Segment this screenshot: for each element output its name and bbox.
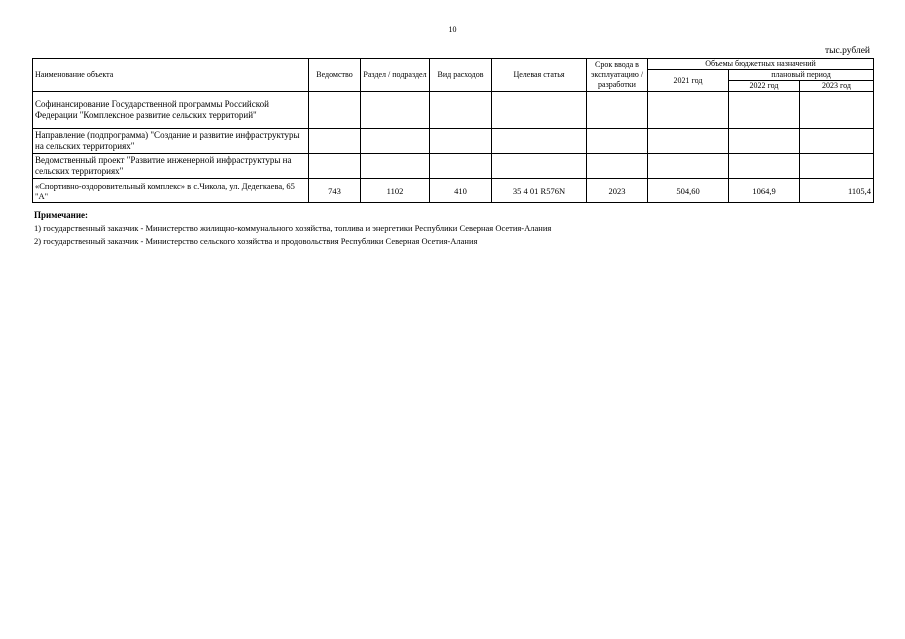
table-row-section <box>33 154 874 179</box>
header-target-article: Целевая статья <box>492 59 587 92</box>
section-title: Софинансирование Государственной программы Российской Федерации "Комплексное развитие сельских территорий" <box>33 92 309 129</box>
notes-title: Примечание: <box>34 210 89 220</box>
header-planned-period: плановый период <box>729 70 874 81</box>
year-2022-cell: 1064,9 <box>729 179 800 203</box>
note-item: 2) государственный заказчик - Министерство сельского хозяйства и продовольствия Республики Северная Осетия-Алания <box>34 236 478 246</box>
commissioning-cell: 2023 <box>587 179 648 203</box>
table-row-section <box>33 129 874 154</box>
header-object-name: Наименование объекта <box>33 59 309 92</box>
year-2021-cell: 504,60 <box>648 179 729 203</box>
header-expense-type: Вид расходов <box>430 59 492 92</box>
section-cell: 1102 <box>361 179 430 203</box>
page-number: 10 <box>448 25 457 34</box>
budget-table <box>32 58 874 203</box>
units-label: тыс.рублей <box>824 46 870 56</box>
notes-block <box>34 209 551 248</box>
year-2023-cell: 1105,4 <box>800 179 874 203</box>
table-row <box>33 179 874 203</box>
table-row-section <box>33 92 874 129</box>
note-item: 1) государственный заказчик - Министерство жилищно-коммунального хозяйства, топлива и энергетики Республики Северная Осетия-Алания <box>34 223 552 233</box>
expense-type-cell: 410 <box>430 179 492 203</box>
object-name-cell: «Спортивно-оздоровительный комплекс» в с.Чикола, ул. Дедегкаева, 65 "А" <box>33 179 309 203</box>
header-section: Раздел / подраздел <box>361 59 430 92</box>
section-title: Ведомственный проект "Развитие инженерной инфраструктуры на сельских территориях" <box>33 154 309 179</box>
header-year-2023: 2023 год <box>800 81 874 92</box>
header-year-2022: 2022 год <box>729 81 800 92</box>
header-budget-volumes: Объемы бюджетных назначений <box>648 59 874 70</box>
section-title: Направление (подпрограмма) "Создание и развитие инфраструктуры на сельских территориях" <box>33 129 309 154</box>
header-department: Ведомство <box>309 59 361 92</box>
header-commissioning: Срок ввода в эксплуатацию / разработки <box>587 59 648 92</box>
target-article-cell: 35 4 01 R576N <box>492 179 587 203</box>
department-cell: 743 <box>309 179 361 203</box>
header-year-2021: 2021 год <box>648 70 729 92</box>
